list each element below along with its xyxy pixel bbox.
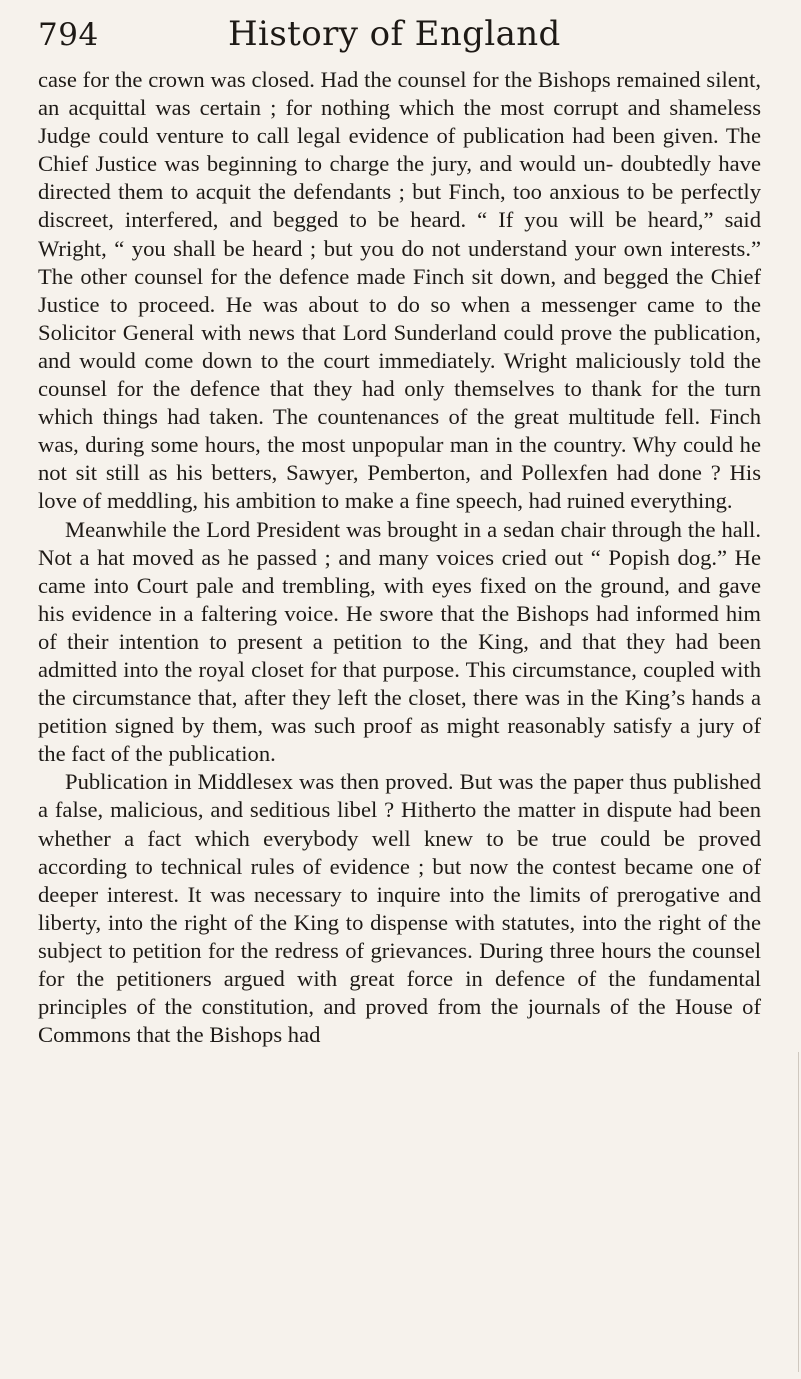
running-title: History of England — [228, 14, 561, 54]
running-head — [38, 14, 761, 60]
page-number: 794 — [38, 17, 99, 53]
paragraph-continued: case for the crown was closed. Had the counsel for the Bishops remained silent, an acquittal was certain ; for nothing which the most corrupt and shameless Judge could venture to call legal evidence of publication had been given. The Chief Justice was beginning to charge the jury, and would un- doubtedly have directed them to acquit the defendants ; but Finch, too anxious to be perfectly discreet, interfered, and begged to be heard. “ If you will be heard,” said Wright, “ you shall be heard ; but you do not understand your own interests.” The other counsel for the defence made Finch sit down, and begged the Chief Justice to proceed. He was about to do so when a messenger came to the Solicitor General with news that Lord Sunderland could prove the publication, and would come down to the court immediately. Wright maliciously told the counsel for the defence that they had only themselves to thank for the turn which things had taken. The countenances of the great multitude fell. Finch was, during some hours, the most unpopular man in the country. Why could he not sit still as his betters, Sawyer, Pemberton, and Pollexfen had done ? His love of meddling, his ambition to make a fine speech, had ruined everything. — [38, 67, 761, 514]
body-text — [38, 66, 761, 1049]
paragraph-publication: Publication in Middlesex was then proved. But was the paper thus published a false, malicious, and seditious libel ? Hitherto the matter in dispute had been whether a fact which everybody well knew to be true could be proved according to technical rules of evidence ; but now the contest became one of deeper interest. It was necessary to inquire into the limits of prerogative and liberty, into the right of the King to dispense with statutes, into the right of the subject to petition for the redress of grievances. During three hours the counsel for the petitioners argued with great force in defence of the fundamental principles of the constitution, and proved from the journals of the House of Commons that the Bishops had — [38, 769, 761, 1048]
page-edge-line — [798, 1052, 799, 1372]
paragraph-lord-president: Meanwhile the Lord President was brought in a sedan chair through the hall. Not a hat moved as he passed ; and many voices cried out “ Popish dog.” He came into Court pale and trembling, with eyes fixed on the ground, and gave his evidence in a faltering voice. He swore that the Bishops had informed him of their intention to present a petition to the King, and that they had been admitted into the royal closet for that purpose. This circumstance, coupled with the circumstance that, after they left the closet, there was in the King’s hands a petition signed by them, was such proof as might reasonably satisfy a jury of the fact of the publication. — [38, 516, 761, 767]
